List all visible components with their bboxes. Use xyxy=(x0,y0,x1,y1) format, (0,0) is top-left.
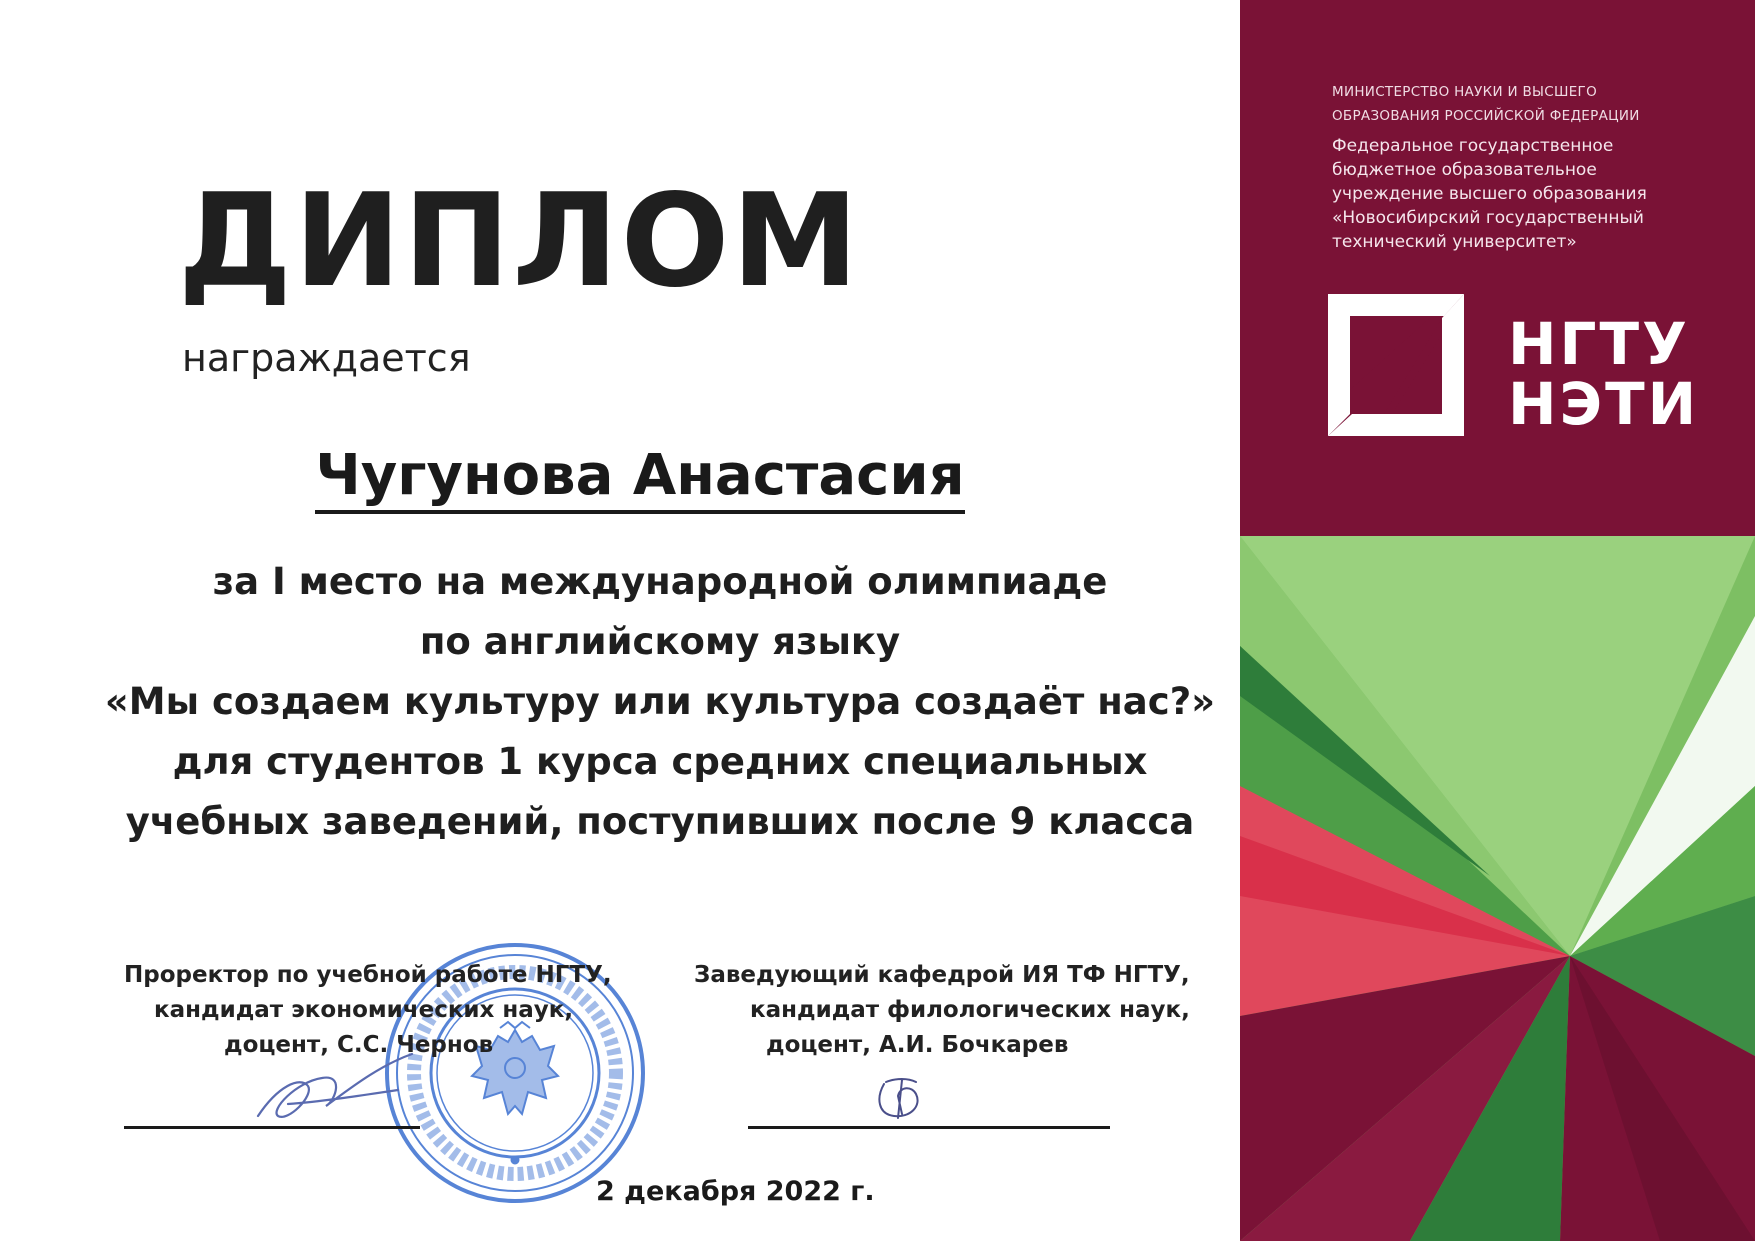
right-signature-line xyxy=(748,1126,1110,1129)
geometric-pattern-icon xyxy=(1240,536,1755,1241)
org-line: бюджетное образовательное xyxy=(1332,160,1597,180)
award-reason xyxy=(60,552,1260,852)
logo-line: НЭТИ xyxy=(1508,370,1700,438)
signatory-name: доцент, А.И. Бочкарев xyxy=(766,1032,1069,1058)
ministry-line: ОБРАЗОВАНИЯ РОССИЙСКОЙ ФЕДЕРАЦИИ xyxy=(1332,108,1640,124)
reason-line: за I место на международной олимпиаде xyxy=(212,560,1108,603)
org-line: технический университет» xyxy=(1332,232,1577,252)
right-signatory xyxy=(694,958,1190,1063)
ngtu-neti-logo-mark-icon xyxy=(1328,294,1464,436)
handwritten-signature-icon xyxy=(872,1074,936,1124)
award-date: 2 декабря 2022 г. xyxy=(596,1176,875,1207)
signatory-degree: кандидат филологических наук, xyxy=(750,997,1190,1023)
awarded-subtitle: награждается xyxy=(182,336,471,380)
signatory-name: доцент, С.С. Чернов xyxy=(224,1032,494,1058)
diploma-title: ДИПЛОМ xyxy=(178,167,861,316)
ministry-line: МИНИСТЕРСТВО НАУКИ И ВЫСШЕГО xyxy=(1332,84,1597,100)
reason-line: для студентов 1 курса средних специальных xyxy=(172,740,1148,783)
org-line: «Новосибирский государственный xyxy=(1332,208,1644,228)
logo-line: НГТУ xyxy=(1508,310,1690,378)
signatory-position: Заведующий кафедрой ИЯ ТФ НГТУ, xyxy=(694,962,1190,988)
ministry-text xyxy=(1332,80,1640,128)
reason-line: по английскому языку xyxy=(419,620,901,663)
org-line: учреждение высшего образования xyxy=(1332,184,1647,204)
recipient-name-wrapper xyxy=(0,444,1280,514)
signatory-position: Проректор по учебной работе НГТУ, xyxy=(124,962,612,988)
recipient-name: Чугунова Анастасия xyxy=(315,444,964,514)
university-full-name xyxy=(1332,134,1647,254)
handwritten-signature-icon xyxy=(248,1046,418,1132)
university-logo-text xyxy=(1508,310,1700,438)
signatory-degree: кандидат экономических наук, xyxy=(154,997,574,1023)
university-panel xyxy=(1240,0,1755,1241)
reason-line: «Мы создаем культуру или культура создаёт нас?» xyxy=(104,680,1216,723)
org-line: Федеральное государственное xyxy=(1332,136,1614,156)
reason-line: учебных заведений, поступивших после 9 класса xyxy=(125,800,1195,843)
university-header-block xyxy=(1240,0,1755,536)
